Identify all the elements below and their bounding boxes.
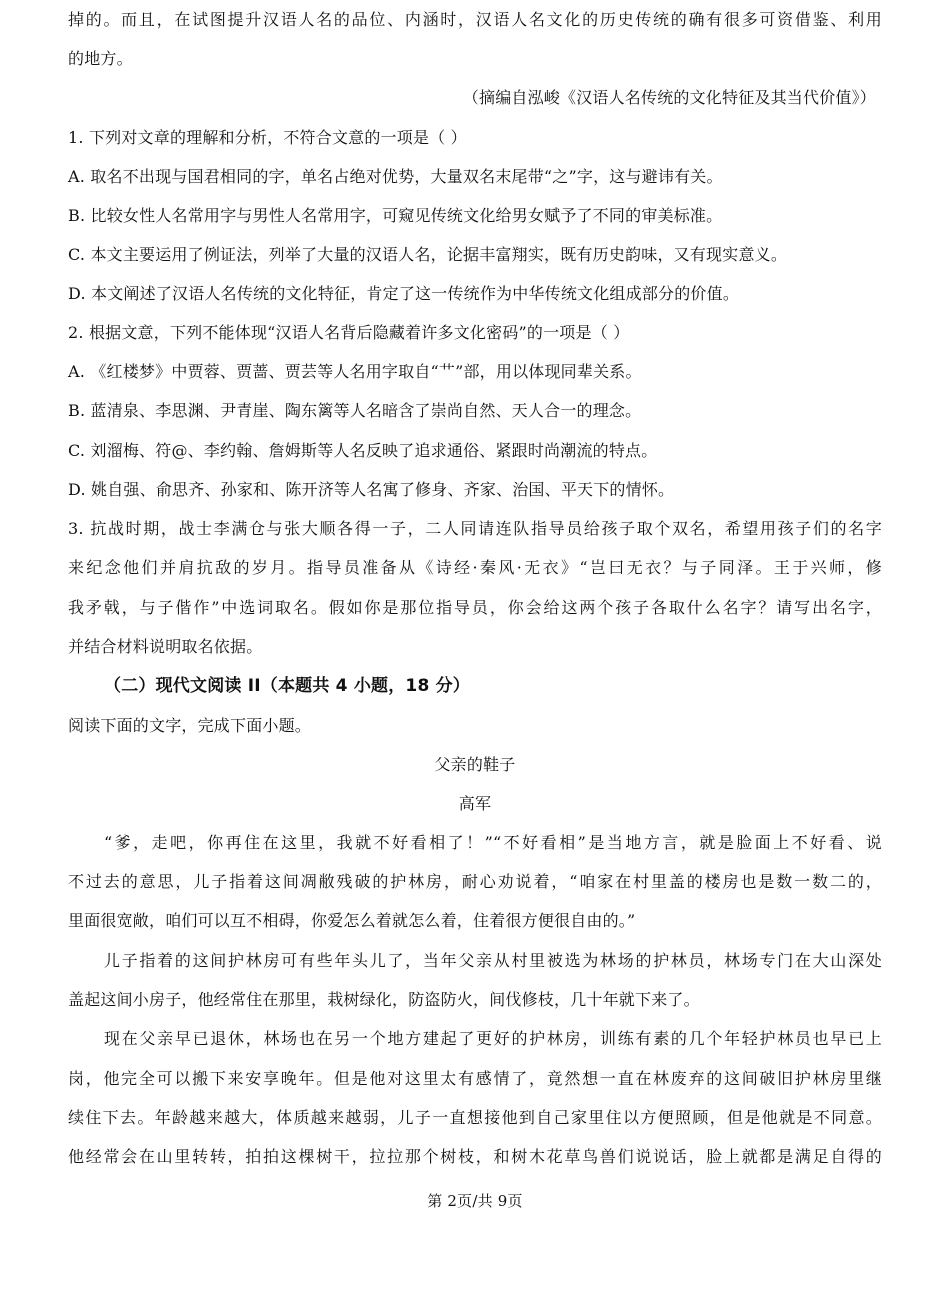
question-3-line: 并结合材料说明取名依据。 [68,637,263,656]
question-1-option-c: C. 本文主要运用了例证法，列举了大量的汉语人名，论据丰富翔实，既有历史韵味，又有现实意义。 [68,245,788,264]
story-line: 不过去的意思，儿子指着这间凋敝残破的护林房，耐心劝说着，“咱家在村里盖的楼房也是数一数二的， [68,872,882,891]
question-2-option-a: A. 《红楼梦》中贾蓉、贾蔷、贾芸等人名用字取自“艹”部，用以体现同辈关系。 [68,362,642,381]
story-line: 盖起这间小房子，他经常住在那里，栽树绿化，防盗防火，间伐修枝，几十年就下来了。 [68,990,700,1009]
paragraph-line: 掉的。而且，在试图提升汉语人名的品位、内涵时，汉语人名文化的历史传统的确有很多可资借鉴、利用 [68,10,882,29]
question-1-option-d: D. 本文阐述了汉语人名传统的文化特征，肯定了这一传统作为中华传统文化组成部分的价值。 [68,284,740,303]
story-line: 岗，他完全可以搬下来安享晚年。但是他对这里太有感情了，竟然想一直在林废弃的这间破旧护林房里继 [68,1069,882,1088]
story-title: 父亲的鞋子 [434,755,516,774]
story-line: 他经常会在山里转转，拍拍这棵树干，拉拉那个树枝，和树木花草鸟兽们说说话，脸上就都是满足自得的 [68,1147,882,1166]
story-line: “爹，走吧，你再住在这里，我就不好看相了！”“不好看相”是当地方言，就是脸面上不好看、说 [104,833,882,852]
source-citation: （摘编自泓峻《汉语人名传统的文化特征及其当代价值》） [462,88,876,107]
question-2-option-c: C. 刘溜梅、符@、李约翰、詹姆斯等人名反映了追求通俗、紧跟时尚潮流的特点。 [68,441,658,460]
story-line: 儿子指着的这间护林房可有些年头儿了，当年父亲从村里被选为林场的护林员，林场专门在大山深处 [104,951,882,970]
question-2-option-b: B. 蓝清泉、李思渊、尹青崖、陶东篱等人名暗含了崇尚自然、天人合一的理念。 [68,401,642,420]
instruction-text: 阅读下面的文字，完成下面小题。 [68,716,312,735]
question-3-line: 来纪念他们并肩抗敌的岁月。指导员准备从《诗经·秦风·无衣》“岂曰无衣？与子同泽。王于兴师，修 [68,558,882,577]
story-line: 现在父亲早已退休，林场也在另一个地方建起了更好的护林房，训练有素的几个年轻护林员也早已上 [104,1029,882,1048]
paragraph-line: 的地方。 [68,49,133,68]
question-2-stem: 2. 根据文意，下列不能体现“汉语人名背后隐藏着许多文化密码”的一项是（ ） [68,323,630,342]
question-1-option-b: B. 比较女性人名常用字与男性人名常用字，可窥见传统文化给男女赋予了不同的审美标准。 [68,206,723,225]
story-line: 续住下去。年龄越来越大，体质越来越弱，儿子一直想接他到自己家里住以方便照顾，但是他就是不同意。 [68,1108,882,1127]
question-1-stem: 1. 下列对文章的理解和分析，不符合文意的一项是（ ） [68,128,467,147]
question-3-line: 3. 抗战时期，战士李满仓与张大顺各得一子，二人同请连队指导员给孩子取个双名，希望用孩子们的名字 [68,519,882,538]
question-2-option-d: D. 姚自强、俞思齐、孙家和、陈开济等人名寓了修身、齐家、治国、平天下的情怀。 [68,480,675,499]
story-line: 里面很宽敞，咱们可以互不相碍，你爱怎么着就怎么着，住着很方便很自由的。” [68,911,636,930]
question-3-line: 我矛戟，与子偕作”中选词取名。假如你是那位指导员，你会给这两个孩子各取什么名字？请写出名字， [68,598,882,617]
section-heading: （二）现代文阅读 II（本题共 4 小题，18 分） [104,676,471,696]
question-1-option-a: A. 取名不出现与国君相同的字，单名占绝对优势，大量双名末尾带“之”字，这与避讳有关。 [68,167,723,186]
page-footer: 第 2页/共 9页 [427,1192,523,1210]
story-author: 高军 [458,794,492,813]
